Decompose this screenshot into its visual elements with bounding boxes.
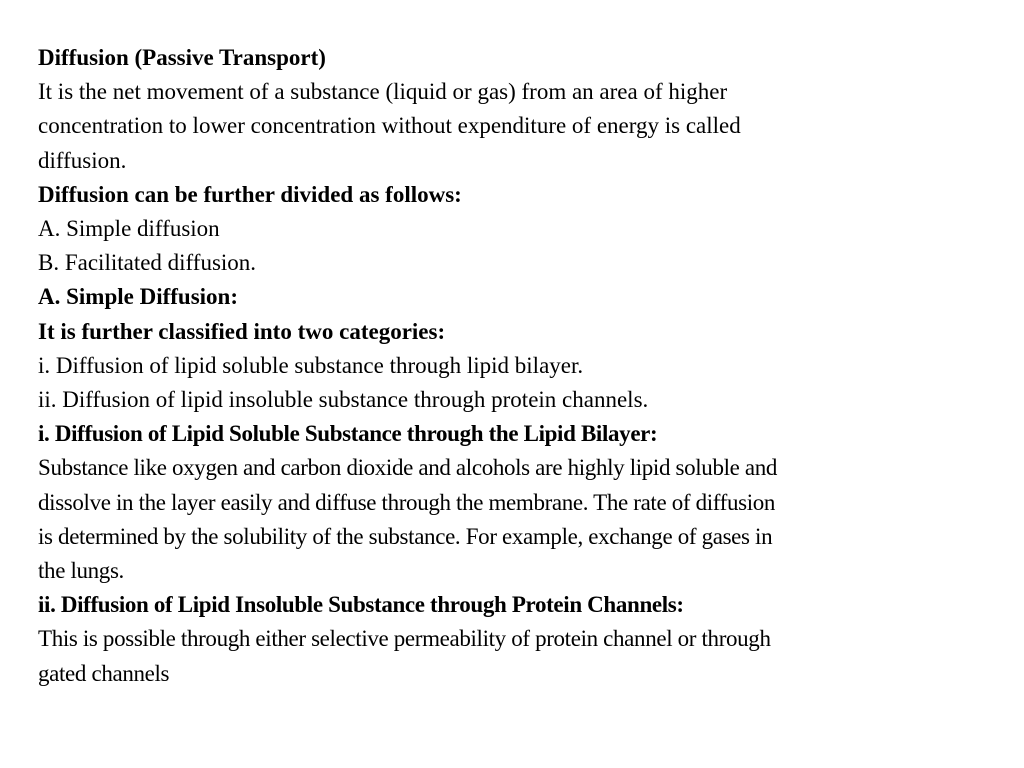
intro-line: concentration to lower concentration without expenditure of energy is called <box>38 113 741 139</box>
simple-diffusion-heading: A. Simple Diffusion: <box>38 284 238 310</box>
section-i-heading: i. Diffusion of Lipid Soluble Substance through the Lipid Bilayer: <box>38 421 658 447</box>
document-page <box>38 41 998 691</box>
section-ii-line: This is possible through either selective permeability of protein channel or through <box>38 626 771 652</box>
intro-line: It is the net movement of a substance (liquid or gas) from an area of higher <box>38 79 728 105</box>
division-heading: Diffusion can be further divided as follows: <box>38 181 462 207</box>
section-ii-heading: ii. Diffusion of Lipid Insoluble Substance through Protein Channels: <box>38 592 684 618</box>
categories-heading: It is further classified into two categories: <box>38 318 446 344</box>
division-item: B. Facilitated diffusion. <box>38 250 257 276</box>
section-ii-line: gated channels <box>38 660 170 686</box>
section-i-line: the lungs. <box>38 558 124 584</box>
section-i-line: Substance like oxygen and carbon dioxide and alcohols are highly lipid soluble and <box>38 455 778 481</box>
intro-line: diffusion. <box>38 147 127 173</box>
document-title: Diffusion (Passive Transport) <box>38 45 326 70</box>
category-item: ii. Diffusion of lipid insoluble substance through protein channels. <box>38 387 649 413</box>
section-i-line: dissolve in the layer easily and diffuse through the membrane. The rate of diffusion <box>38 489 776 515</box>
section-i-line: is determined by the solubility of the substance. For example, exchange of gases in <box>38 523 773 549</box>
division-item: A. Simple diffusion <box>38 216 220 242</box>
category-item: i. Diffusion of lipid soluble substance through lipid bilayer. <box>38 352 584 378</box>
